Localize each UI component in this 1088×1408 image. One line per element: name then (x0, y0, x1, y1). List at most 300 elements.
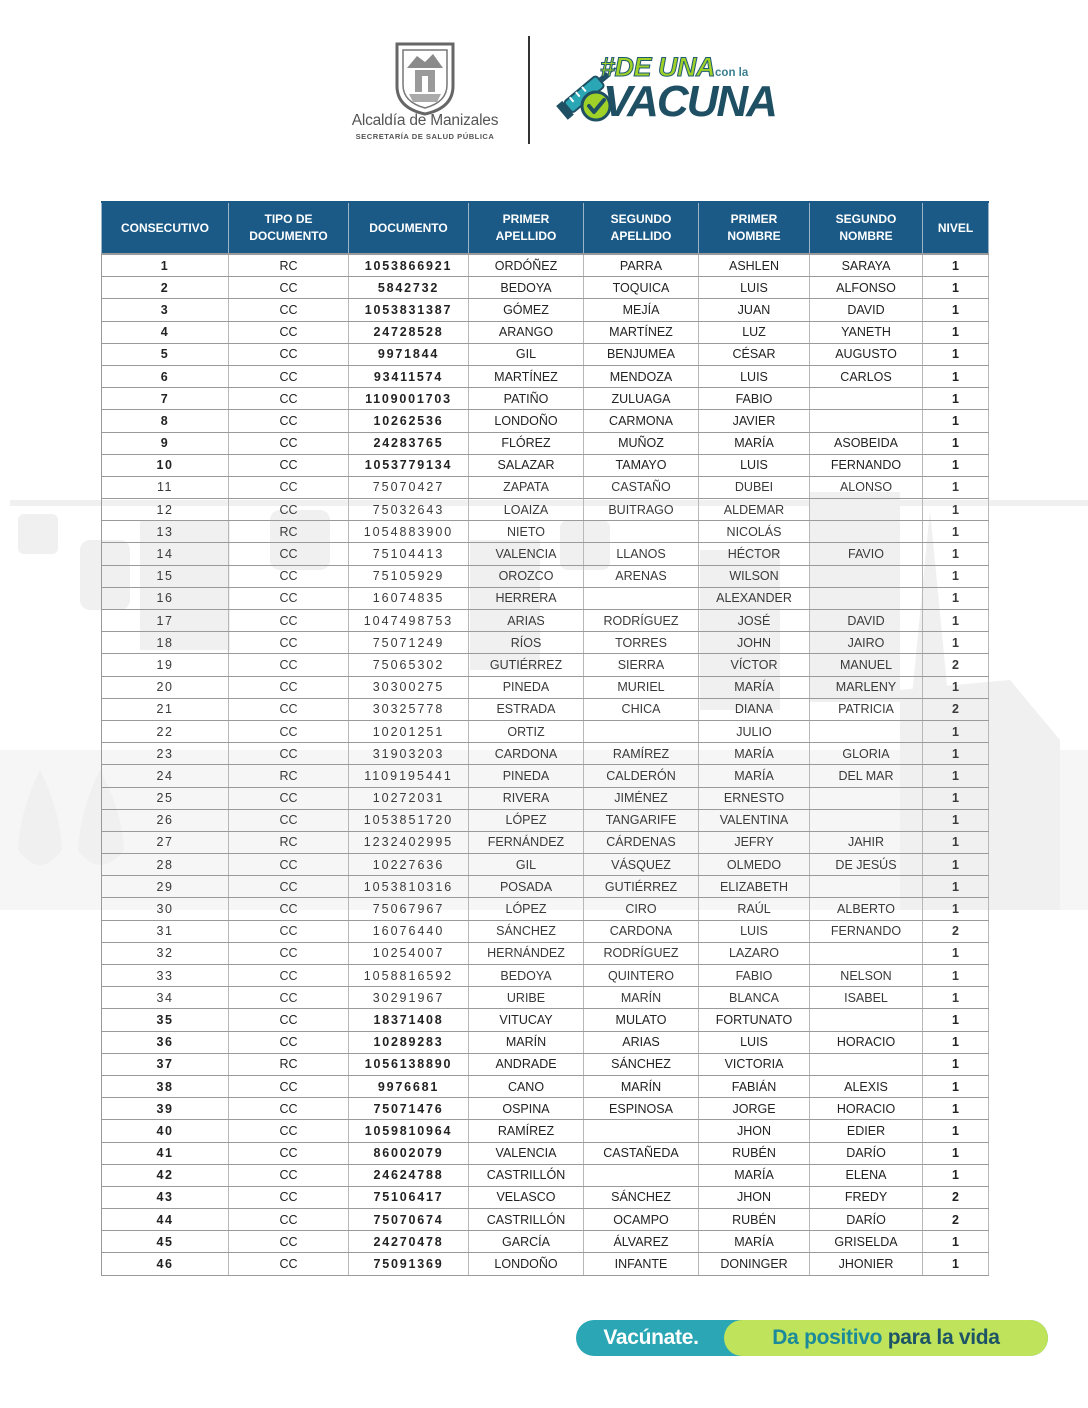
table-row (102, 743, 989, 765)
cell-nivel: 1 (923, 1098, 989, 1120)
cell-consecutivo: 2 (102, 277, 229, 299)
cell-segundo-nombre (810, 410, 923, 432)
cell-segundo-apellido: MARTÍNEZ (584, 321, 699, 343)
cell-primer-nombre: JOSÉ (699, 610, 810, 632)
cell-primer-nombre: LUZ (699, 321, 810, 343)
cell-tipo-documento: CC (229, 876, 349, 898)
cell-segundo-nombre: MARLENY (810, 676, 923, 698)
cell-primer-nombre: MARÍA (699, 1164, 810, 1186)
cell-primer-apellido: GUTIÉRREZ (469, 654, 584, 676)
cell-segundo-nombre (810, 942, 923, 964)
cell-documento: 75071249 (349, 632, 469, 654)
cell-documento: 18371408 (349, 1009, 469, 1031)
cell-primer-nombre: FABIÁN (699, 1075, 810, 1097)
cell-documento: 75032643 (349, 499, 469, 521)
cell-segundo-apellido (584, 1120, 699, 1142)
cell-documento: 1059810964 (349, 1120, 469, 1142)
cell-consecutivo: 22 (102, 720, 229, 742)
cell-primer-nombre: VALENTINA (699, 809, 810, 831)
cell-consecutivo: 12 (102, 499, 229, 521)
cell-segundo-apellido: BUITRAGO (584, 499, 699, 521)
cell-primer-nombre: JUAN (699, 299, 810, 321)
cell-nivel: 2 (923, 1186, 989, 1208)
cell-consecutivo: 3 (102, 299, 229, 321)
cell-segundo-apellido (584, 587, 699, 609)
cell-consecutivo: 11 (102, 476, 229, 498)
cell-segundo-nombre (810, 1053, 923, 1075)
cell-primer-nombre: LUIS (699, 1031, 810, 1053)
cell-primer-nombre: WILSON (699, 565, 810, 587)
cell-consecutivo: 44 (102, 1209, 229, 1231)
cell-documento: 24728528 (349, 321, 469, 343)
cell-consecutivo: 35 (102, 1009, 229, 1031)
cell-primer-nombre: JEFRY (699, 831, 810, 853)
cell-segundo-nombre: DARÍO (810, 1142, 923, 1164)
cell-primer-apellido: PINEDA (469, 765, 584, 787)
table-row (102, 1098, 989, 1120)
cell-tipo-documento: CC (229, 1142, 349, 1164)
cell-primer-apellido: ORTIZ (469, 720, 584, 742)
cell-nivel: 1 (923, 1142, 989, 1164)
cell-documento: 30300275 (349, 676, 469, 698)
cell-documento: 5842732 (349, 277, 469, 299)
cell-nivel: 1 (923, 1164, 989, 1186)
cell-segundo-apellido: RODRÍGUEZ (584, 610, 699, 632)
table-row (102, 521, 989, 543)
cell-tipo-documento: CC (229, 920, 349, 942)
manizales-crest-logo (393, 38, 457, 116)
cell-segundo-apellido: GUTIÉRREZ (584, 876, 699, 898)
cell-primer-nombre: DUBEI (699, 476, 810, 498)
cell-primer-apellido: URIBE (469, 987, 584, 1009)
table-row (102, 632, 989, 654)
cell-nivel: 2 (923, 654, 989, 676)
cell-nivel: 1 (923, 432, 989, 454)
col-header-segundo-apellido (584, 202, 699, 254)
cell-primer-nombre: JHON (699, 1120, 810, 1142)
cell-primer-apellido: VITUCAY (469, 1009, 584, 1031)
cell-nivel: 1 (923, 1009, 989, 1031)
table-row (102, 698, 989, 720)
cell-primer-apellido: CARDONA (469, 743, 584, 765)
cell-primer-apellido: VELASCO (469, 1186, 584, 1208)
cell-nivel: 1 (923, 365, 989, 387)
col-header-segundo-nombre (810, 202, 923, 254)
cell-tipo-documento: CC (229, 1209, 349, 1231)
cell-segundo-apellido: BENJUMEA (584, 343, 699, 365)
table-row (102, 388, 989, 410)
table-row (102, 854, 989, 876)
cell-primer-apellido: RIVERA (469, 787, 584, 809)
cell-primer-apellido: RAMÍREZ (469, 1120, 584, 1142)
cell-segundo-apellido: CHICA (584, 698, 699, 720)
cell-nivel: 1 (923, 587, 989, 609)
cell-nivel: 1 (923, 1075, 989, 1097)
cell-nivel: 1 (923, 831, 989, 853)
cell-segundo-apellido: INFANTE (584, 1253, 699, 1275)
cell-tipo-documento: CC (229, 1009, 349, 1031)
cell-segundo-nombre: ALFONSO (810, 277, 923, 299)
cell-segundo-apellido: MEJÍA (584, 299, 699, 321)
cell-primer-apellido: FERNÁNDEZ (469, 831, 584, 853)
cell-primer-nombre: FORTUNATO (699, 1009, 810, 1031)
cell-primer-nombre: JOHN (699, 632, 810, 654)
col-header-sn-line1: SEGUNDO (835, 212, 897, 226)
table-row (102, 987, 989, 1009)
cell-tipo-documento: CC (229, 343, 349, 365)
cell-tipo-documento: CC (229, 1231, 349, 1253)
cell-segundo-nombre: ALEXIS (810, 1075, 923, 1097)
cell-segundo-apellido: MUÑOZ (584, 432, 699, 454)
cell-primer-apellido: ESTRADA (469, 698, 584, 720)
cell-consecutivo: 16 (102, 587, 229, 609)
cell-segundo-apellido (584, 720, 699, 742)
table-row (102, 299, 989, 321)
cell-primer-nombre: ALEXANDER (699, 587, 810, 609)
table-row (102, 1142, 989, 1164)
cell-nivel: 1 (923, 765, 989, 787)
table-row (102, 1253, 989, 1275)
cell-primer-apellido: CASTRILLÓN (469, 1164, 584, 1186)
cell-segundo-nombre: ISABEL (810, 987, 923, 1009)
table-row (102, 965, 989, 987)
cell-segundo-apellido: LLANOS (584, 543, 699, 565)
cell-primer-nombre: NICOLÁS (699, 521, 810, 543)
cell-segundo-nombre (810, 587, 923, 609)
cell-nivel: 1 (923, 410, 989, 432)
cell-primer-apellido: MARÍN (469, 1031, 584, 1053)
cell-nivel: 1 (923, 965, 989, 987)
cell-documento: 75065302 (349, 654, 469, 676)
cell-tipo-documento: CC (229, 787, 349, 809)
cell-primer-apellido: PATIÑO (469, 388, 584, 410)
cell-segundo-nombre: YANETH (810, 321, 923, 343)
cell-segundo-apellido: CÁRDENAS (584, 831, 699, 853)
campaign-hashtag-main: #DE UNA (600, 52, 716, 82)
cell-primer-nombre: CÉSAR (699, 343, 810, 365)
cell-segundo-nombre: PATRICIA (810, 698, 923, 720)
table-row (102, 343, 989, 365)
cell-documento: 10262536 (349, 410, 469, 432)
cell-segundo-nombre: ALBERTO (810, 898, 923, 920)
cell-tipo-documento: CC (229, 676, 349, 698)
cell-primer-nombre: ALDEMAR (699, 499, 810, 521)
cell-documento: 75071476 (349, 1098, 469, 1120)
cell-nivel: 2 (923, 920, 989, 942)
cell-segundo-apellido: TOQUICA (584, 277, 699, 299)
cell-consecutivo: 26 (102, 809, 229, 831)
cell-primer-nombre: MARÍA (699, 676, 810, 698)
table-body (102, 254, 989, 1275)
cell-segundo-nombre: GRISELDA (810, 1231, 923, 1253)
cell-documento: 1109001703 (349, 388, 469, 410)
cell-consecutivo: 15 (102, 565, 229, 587)
cell-consecutivo: 13 (102, 521, 229, 543)
table-header-row (102, 202, 989, 254)
cell-primer-nombre: LUIS (699, 365, 810, 387)
col-header-pn-line2: NOMBRE (727, 229, 781, 243)
col-header-sa-line1: SEGUNDO (610, 212, 672, 226)
slogan-right-a: Da positivo (772, 1326, 888, 1349)
cell-segundo-nombre: DAVID (810, 610, 923, 632)
cell-primer-apellido: LOAIZA (469, 499, 584, 521)
cell-segundo-apellido: MARÍN (584, 1075, 699, 1097)
cell-primer-apellido: HERRERA (469, 587, 584, 609)
table-row (102, 1209, 989, 1231)
cell-consecutivo: 37 (102, 1053, 229, 1075)
cell-documento: 30291967 (349, 987, 469, 1009)
header-divider (528, 36, 530, 144)
cell-documento: 10227636 (349, 854, 469, 876)
cell-consecutivo: 46 (102, 1253, 229, 1275)
cell-segundo-apellido (584, 1164, 699, 1186)
cell-consecutivo: 6 (102, 365, 229, 387)
cell-segundo-apellido: TAMAYO (584, 454, 699, 476)
cell-nivel: 1 (923, 277, 989, 299)
cell-primer-nombre: DONINGER (699, 1253, 810, 1275)
table-row (102, 787, 989, 809)
cell-nivel: 1 (923, 854, 989, 876)
campaign-word: VACUNA (603, 77, 776, 126)
table-row (102, 1120, 989, 1142)
cell-primer-nombre: BLANCA (699, 987, 810, 1009)
cell-tipo-documento: CC (229, 1120, 349, 1142)
cell-consecutivo: 25 (102, 787, 229, 809)
cell-primer-apellido: LONDOÑO (469, 410, 584, 432)
table-row (102, 676, 989, 698)
cell-segundo-apellido: VÁSQUEZ (584, 854, 699, 876)
cell-tipo-documento: CC (229, 277, 349, 299)
cell-tipo-documento: CC (229, 610, 349, 632)
table-row (102, 831, 989, 853)
cell-segundo-apellido: ARENAS (584, 565, 699, 587)
cell-nivel: 1 (923, 254, 989, 277)
cell-primer-nombre: DIANA (699, 698, 810, 720)
campaign-hashtag-small: con la (715, 67, 749, 79)
table-row (102, 432, 989, 454)
cell-consecutivo: 5 (102, 343, 229, 365)
cell-primer-apellido: BEDOYA (469, 277, 584, 299)
cell-primer-apellido: LONDOÑO (469, 1253, 584, 1275)
cell-primer-nombre: LAZARO (699, 942, 810, 964)
cell-documento: 75067967 (349, 898, 469, 920)
table-row (102, 365, 989, 387)
table-row (102, 543, 989, 565)
cell-nivel: 1 (923, 299, 989, 321)
cell-segundo-apellido: CASTAÑEDA (584, 1142, 699, 1164)
cell-primer-apellido: RÍOS (469, 632, 584, 654)
cell-primer-apellido: LÓPEZ (469, 809, 584, 831)
cell-segundo-nombre: DEL MAR (810, 765, 923, 787)
cell-tipo-documento: CC (229, 410, 349, 432)
cell-documento: 75105929 (349, 565, 469, 587)
page-header (0, 0, 1088, 160)
table-row (102, 942, 989, 964)
cell-segundo-nombre (810, 720, 923, 742)
cell-documento: 30325778 (349, 698, 469, 720)
cell-segundo-nombre: ALONSO (810, 476, 923, 498)
cell-nivel: 1 (923, 809, 989, 831)
cell-consecutivo: 4 (102, 321, 229, 343)
cell-segundo-nombre: MANUEL (810, 654, 923, 676)
cell-primer-apellido: ARANGO (469, 321, 584, 343)
cell-documento: 1053779134 (349, 454, 469, 476)
institution-name: Alcaldía de Manizales (351, 112, 499, 129)
cell-primer-apellido: LÓPEZ (469, 898, 584, 920)
cell-nivel: 1 (923, 987, 989, 1009)
slogan-left: Vacúnate. (603, 1326, 699, 1349)
table-row (102, 587, 989, 609)
cell-segundo-apellido: JIMÉNEZ (584, 787, 699, 809)
cell-segundo-apellido: QUINTERO (584, 965, 699, 987)
cell-segundo-nombre: FREDY (810, 1186, 923, 1208)
cell-consecutivo: 42 (102, 1164, 229, 1186)
cell-nivel: 1 (923, 543, 989, 565)
cell-documento: 31903203 (349, 743, 469, 765)
col-header-consecutivo: CONSECUTIVO (102, 202, 229, 254)
table-header (102, 202, 989, 254)
cell-tipo-documento: CC (229, 942, 349, 964)
cell-documento: 16076440 (349, 920, 469, 942)
cell-segundo-nombre: HORACIO (810, 1031, 923, 1053)
cell-primer-nombre: MARÍA (699, 432, 810, 454)
cell-primer-nombre: LUIS (699, 277, 810, 299)
cell-consecutivo: 40 (102, 1120, 229, 1142)
cell-nivel: 1 (923, 521, 989, 543)
cell-nivel: 1 (923, 876, 989, 898)
cell-nivel: 1 (923, 720, 989, 742)
cell-consecutivo: 28 (102, 854, 229, 876)
cell-segundo-apellido: MARÍN (584, 987, 699, 1009)
cell-primer-apellido: OROZCO (469, 565, 584, 587)
table-row (102, 321, 989, 343)
col-header-sn-line2: NOMBRE (839, 229, 893, 243)
cell-consecutivo: 10 (102, 454, 229, 476)
cell-documento: 75070427 (349, 476, 469, 498)
cell-primer-apellido: CANO (469, 1075, 584, 1097)
cell-consecutivo: 17 (102, 610, 229, 632)
cell-documento: 1053851720 (349, 809, 469, 831)
col-header-primer-apellido (469, 202, 584, 254)
cell-documento: 9971844 (349, 343, 469, 365)
cell-tipo-documento: CC (229, 543, 349, 565)
cell-primer-apellido: GÓMEZ (469, 299, 584, 321)
cell-tipo-documento: RC (229, 765, 349, 787)
cell-primer-nombre: RUBÉN (699, 1142, 810, 1164)
cell-segundo-apellido: ESPINOSA (584, 1098, 699, 1120)
cell-tipo-documento: CC (229, 365, 349, 387)
cell-nivel: 1 (923, 343, 989, 365)
cell-segundo-nombre: FERNANDO (810, 454, 923, 476)
cell-consecutivo: 21 (102, 698, 229, 720)
cell-primer-apellido: GARCÍA (469, 1231, 584, 1253)
cell-documento: 24624788 (349, 1164, 469, 1186)
cell-primer-nombre: LUIS (699, 920, 810, 942)
cell-consecutivo: 9 (102, 432, 229, 454)
table-row (102, 765, 989, 787)
cell-segundo-nombre: DARÍO (810, 1209, 923, 1231)
cell-segundo-nombre (810, 565, 923, 587)
cell-documento: 24283765 (349, 432, 469, 454)
col-header-pa-line2: APELLIDO (495, 229, 557, 243)
cell-tipo-documento: CC (229, 454, 349, 476)
cell-primer-nombre: ASHLEN (699, 254, 810, 277)
cell-nivel: 1 (923, 321, 989, 343)
cell-primer-nombre: JAVIER (699, 410, 810, 432)
cell-tipo-documento: CC (229, 987, 349, 1009)
cell-documento: 1054883900 (349, 521, 469, 543)
cell-primer-apellido: VALENCIA (469, 543, 584, 565)
cell-primer-nombre: JULIO (699, 720, 810, 742)
cell-primer-apellido: VALENCIA (469, 1142, 584, 1164)
cell-consecutivo: 14 (102, 543, 229, 565)
cell-consecutivo: 8 (102, 410, 229, 432)
cell-nivel: 1 (923, 787, 989, 809)
cell-segundo-nombre: DAVID (810, 299, 923, 321)
cell-documento: 1053866921 (349, 254, 469, 277)
cell-segundo-apellido: CALDERÓN (584, 765, 699, 787)
cell-documento: 1053810316 (349, 876, 469, 898)
cell-consecutivo: 29 (102, 876, 229, 898)
vaccination-roster-table (101, 201, 989, 1276)
cell-nivel: 1 (923, 632, 989, 654)
cell-primer-nombre: JHON (699, 1186, 810, 1208)
cell-nivel: 2 (923, 698, 989, 720)
cell-primer-apellido: NIETO (469, 521, 584, 543)
cell-primer-apellido: MARTÍNEZ (469, 365, 584, 387)
cell-primer-nombre: ELIZABETH (699, 876, 810, 898)
cell-primer-nombre: VÍCTOR (699, 654, 810, 676)
cell-consecutivo: 39 (102, 1098, 229, 1120)
cell-primer-nombre: VICTORIA (699, 1053, 810, 1075)
cell-documento: 1232402995 (349, 831, 469, 853)
cell-documento: 1109195441 (349, 765, 469, 787)
cell-segundo-nombre: EDIER (810, 1120, 923, 1142)
table-row (102, 610, 989, 632)
cell-tipo-documento: CC (229, 698, 349, 720)
cell-segundo-apellido: RODRÍGUEZ (584, 942, 699, 964)
cell-segundo-apellido: CASTAÑO (584, 476, 699, 498)
cell-primer-nombre: OLMEDO (699, 854, 810, 876)
table-row (102, 454, 989, 476)
cell-primer-nombre: LUIS (699, 454, 810, 476)
slogan-right (724, 1320, 1048, 1356)
cell-tipo-documento: CC (229, 388, 349, 410)
cell-nivel: 1 (923, 1031, 989, 1053)
cell-consecutivo: 33 (102, 965, 229, 987)
cell-consecutivo: 1 (102, 254, 229, 277)
cell-tipo-documento: CC (229, 632, 349, 654)
cell-nivel: 1 (923, 942, 989, 964)
cell-documento: 1056138890 (349, 1053, 469, 1075)
cell-primer-nombre: MARÍA (699, 1231, 810, 1253)
cell-tipo-documento: CC (229, 854, 349, 876)
cell-nivel: 1 (923, 499, 989, 521)
cell-nivel: 1 (923, 610, 989, 632)
cell-tipo-documento: CC (229, 1186, 349, 1208)
cell-consecutivo: 43 (102, 1186, 229, 1208)
cell-primer-apellido: ARIAS (469, 610, 584, 632)
cell-nivel: 1 (923, 898, 989, 920)
cell-tipo-documento: CC (229, 1098, 349, 1120)
cell-nivel: 1 (923, 565, 989, 587)
col-header-pa-line1: PRIMER (502, 212, 550, 226)
col-header-tipo-documento (229, 202, 349, 254)
cell-primer-apellido: OSPINA (469, 1098, 584, 1120)
cell-primer-apellido: GIL (469, 343, 584, 365)
table-row (102, 898, 989, 920)
cell-segundo-nombre (810, 876, 923, 898)
